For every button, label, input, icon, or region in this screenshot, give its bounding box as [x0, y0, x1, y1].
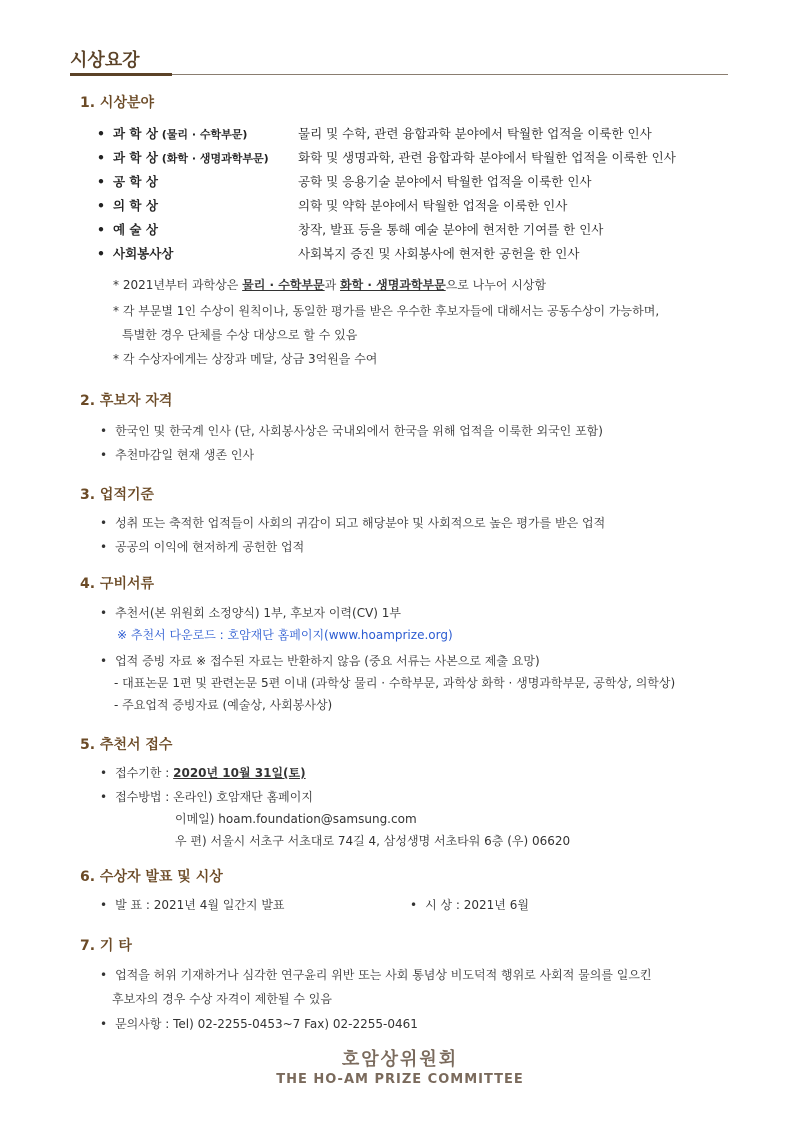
award-name: • 과 학 상 (화학 · 생명과학부문) — [97, 148, 269, 166]
award-name: • 과 학 상 (물리 · 수학부문) — [97, 124, 247, 142]
award-desc: 공학 및 응용기술 분야에서 탁월한 업적을 이룩한 인사 — [298, 174, 592, 189]
award-name: • 사회봉사상 — [97, 244, 173, 262]
award-name: • 의 학 상 — [97, 196, 158, 214]
section-heading-criteria: 3. 업적기준 — [80, 487, 155, 503]
criteria-item: • 성취 또는 축적한 업적들이 사회의 귀감이 되고 해당분야 및 사회적으로 높은 평가를 받은 업적 — [100, 514, 605, 531]
note-joint-award-cont: 특별한 경우 단체를 수상 대상으로 할 수 있음 — [122, 328, 358, 342]
award-desc: 창작, 발표 등을 통해 예술 분야에 현저한 기여를 한 인사 — [298, 222, 604, 237]
note-joint-award: * 각 부문별 1인 수상이 원칙이나, 동일한 평가를 받은 우수한 후보자들에 대해서는 공동수상이 가능하며, — [113, 304, 660, 318]
note-science-split: * 2021년부터 과학상은 물리 · 수학부문과 화학 · 생명과학부문으로 나누어 시상함 — [113, 278, 547, 292]
award-name: • 예 술 상 — [97, 220, 158, 238]
contact-info: • 문의사항 : Tel) 02-2255-0453~7 Fax) 02-2255-0461 — [100, 1015, 418, 1032]
award-desc: 사회복지 증진 및 사회봉사에 현저한 공헌을 한 인사 — [298, 246, 580, 261]
criteria-item: • 공공의 이익에 현저하게 공헌한 업적 — [100, 538, 304, 555]
download-link[interactable]: ※ 추천서 다운로드 : 호암재단 홈페이지(www.hoamprize.org) — [117, 628, 453, 642]
award-desc: 의학 및 약학 분야에서 탁월한 업적을 이룩한 인사 — [298, 198, 568, 213]
etc-item-cont: 후보자의 경우 수상 자격이 제한될 수 있음 — [112, 992, 332, 1006]
submission-email: 이메일) hoam.foundation@samsung.com — [175, 812, 417, 826]
section-heading-announcement: 6. 수상자 발표 및 시상 — [80, 869, 223, 885]
award-desc: 물리 및 수학, 관련 융합과학 분야에서 탁월한 업적을 이룩한 인사 — [298, 126, 652, 141]
section-heading-awards: 1. 시상분야 — [80, 95, 155, 111]
section-heading-submission: 5. 추천서 접수 — [80, 737, 173, 753]
title-divider-accent — [70, 73, 172, 76]
section-heading-documents: 4. 구비서류 — [80, 576, 155, 592]
submission-mail: 우 편) 서울시 서초구 서초대로 74길 4, 삼성생명 서초타워 6층 (우) 06620 — [175, 834, 571, 848]
eligibility-item: • 추천마감일 현재 생존 인사 — [100, 446, 254, 463]
document-item: • 업적 증빙 자료 ※ 접수된 자료는 반환하지 않음 (중요 서류는 사본으로 제출 요망) — [100, 652, 540, 669]
submission-deadline: • 접수기한 : 2020년 10월 31일(토) — [100, 764, 306, 781]
document-detail: - 주요업적 증빙자료 (예술상, 사회봉사상) — [114, 698, 333, 712]
committee-name-en: THE HO-AM PRIZE COMMITTEE — [276, 1072, 524, 1087]
award-desc: 화학 및 생명과학, 관련 융합과학 분야에서 탁월한 업적을 이룩한 인사 — [298, 150, 676, 165]
submission-method: • 접수방법 : 온라인) 호암재단 홈페이지 — [100, 788, 313, 805]
page-title: 시상요강 — [70, 50, 140, 71]
announcement-date: • 발 표 : 2021년 4월 일간지 발표 — [100, 896, 285, 913]
eligibility-item: • 한국인 및 한국계 인사 (단, 사회봉사상은 국내외에서 한국을 위해 업적을 이룩한 외국인 포함) — [100, 422, 603, 439]
section-heading-etc: 7. 기 타 — [80, 938, 132, 954]
section-heading-eligibility: 2. 후보자 자격 — [80, 393, 173, 409]
note-prize-money: * 각 수상자에게는 상장과 메달, 상금 3억원을 수여 — [113, 352, 378, 366]
document-detail: - 대표논문 1편 및 관련논문 5편 이내 (과학상 물리 · 수학부문, 과학상 화학 · 생명과학부문, 공학상, 의학상) — [114, 676, 676, 690]
etc-item: • 업적을 허위 기재하거나 심각한 연구윤리 위반 또는 사회 통념상 비도덕적 행위로 사회적 물의를 일으킨 — [100, 966, 652, 983]
committee-name-ko: 호암상위원회 — [341, 1049, 459, 1070]
document-item: • 추천서(본 위원회 소정양식) 1부, 후보자 이력(CV) 1부 — [100, 604, 401, 621]
award-name: • 공 학 상 — [97, 172, 158, 190]
ceremony-date: • 시 상 : 2021년 6월 — [410, 896, 529, 913]
